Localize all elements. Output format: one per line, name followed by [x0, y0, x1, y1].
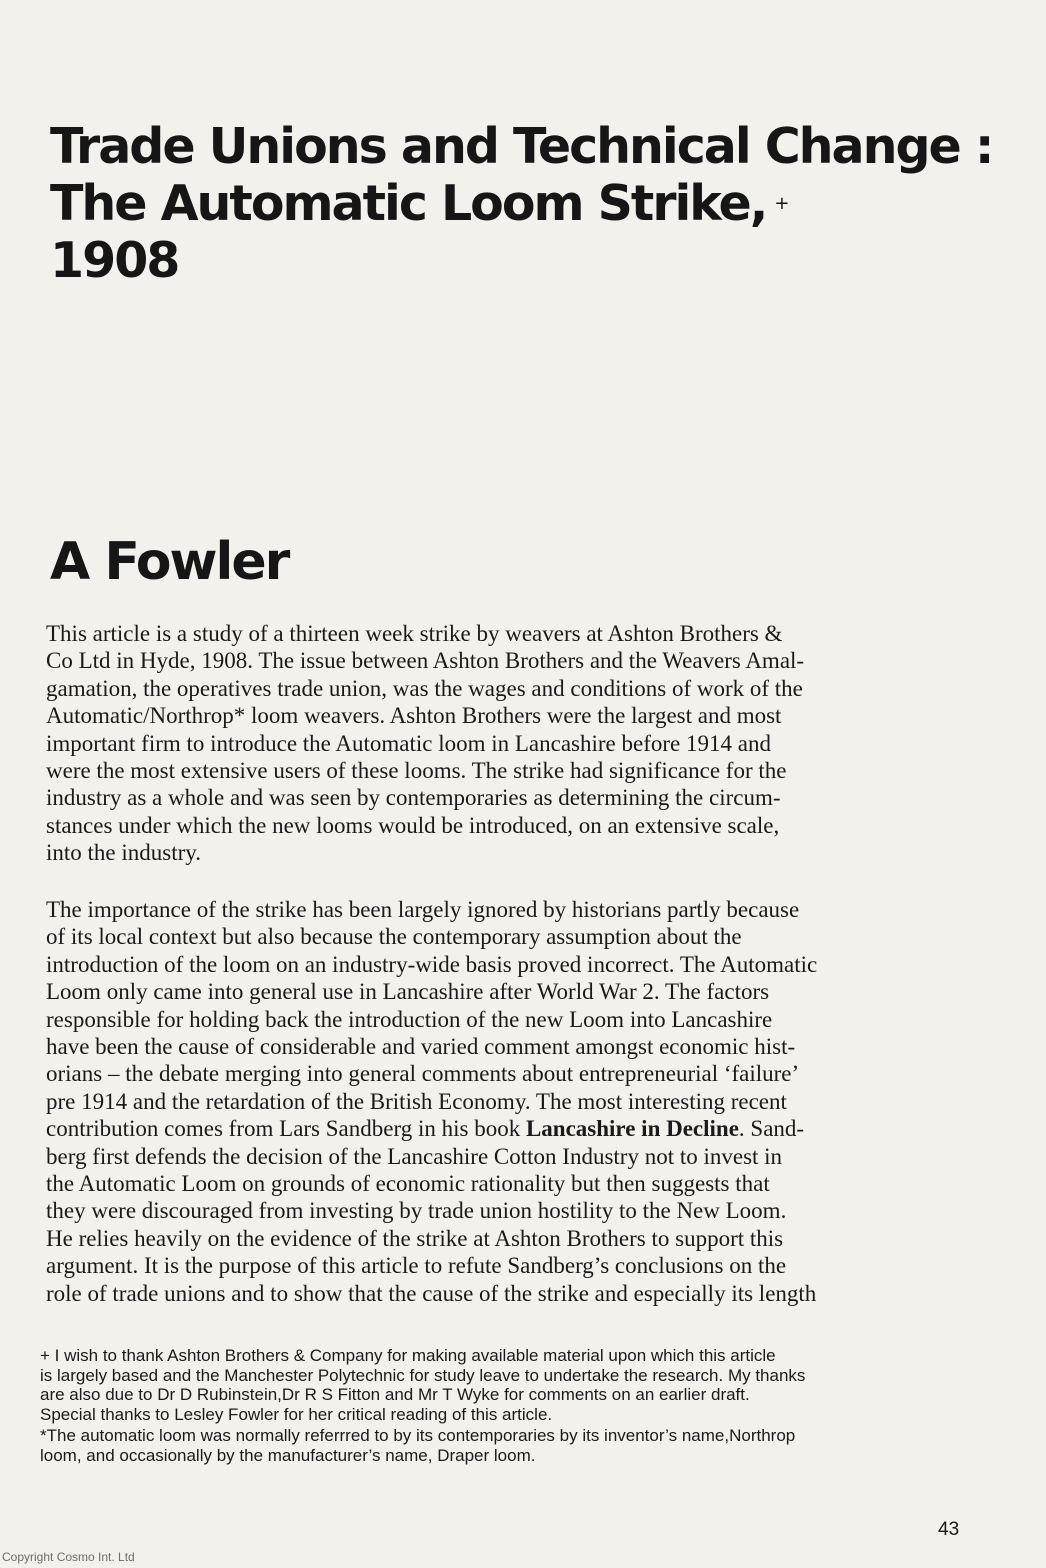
footnote-line: Special thanks to Lesley Fowler for her critical reading of this article. [40, 1404, 553, 1424]
text-line: pre 1914 and the retardation of the British Economy. The most interesting recent [46, 1088, 787, 1114]
text-line: were the most extensive users of these looms. The strike had significance for the [46, 758, 787, 784]
footnote-line: loom, and occasionally by the manufacturer’s name, Draper loom. [40, 1445, 536, 1465]
title-line-text: The Automatic Loom Strike, [50, 175, 767, 232]
title-line: 1908 [50, 232, 179, 289]
footnote-line: *The automatic loom was normally referrred to by its contemporaries by its inventor’s name,Northrop [40, 1426, 796, 1446]
text-line: orians – the debate merging into general comments about entrepreneurial ‘failure’ [46, 1061, 800, 1087]
body-paragraph-1 [46, 620, 996, 867]
footnote-automatic-loom [40, 1426, 1030, 1465]
footnote-acknowledgements [40, 1346, 1030, 1424]
text-line: have been the cause of considerable and varied comment amongst economic hist- [46, 1034, 796, 1060]
footnote-line: + I wish to thank Ashton Brothers & Company for making available material upon which this article [40, 1346, 776, 1365]
text-line: industry as a whole and was seen by contemporaries as determining the circum- [46, 785, 781, 811]
title-footnote-mark: + [774, 193, 790, 214]
text-line: of its local context but also because the contemporary assumption about the [46, 924, 742, 950]
text-line: introduction of the loom on an industry-wide basis proved incorrect. The Automatic [46, 951, 818, 977]
body-paragraph-2 [46, 896, 996, 1307]
text-line: Co Ltd in Hyde, 1908. The issue between Ashton Brothers and the Weavers Amal- [46, 648, 805, 674]
article-title [50, 118, 993, 289]
text-line: into the industry. [46, 840, 202, 866]
text-line: gamation, the operatives trade union, was the wages and conditions of work of the [46, 675, 803, 701]
text-line: Loom only came into general use in Lancashire after World War 2. The factors [46, 979, 770, 1005]
text-fragment: . Sand- [738, 1116, 805, 1142]
text-line: argument. It is the purpose of this article to refute Sandberg’s conclusions on the [46, 1253, 787, 1279]
text-line: responsible for holding back the introduction of the new Loom into Lancashire [46, 1006, 773, 1032]
text-line: berg first defends the decision of the Lancashire Cotton Industry not to invest in [46, 1143, 783, 1169]
book-title: Lancashire in Decline [525, 1116, 739, 1142]
author-name: A Fowler [50, 532, 289, 592]
text-line-with-book-title [46, 1115, 996, 1142]
text-line: The importance of the strike has been largely ignored by historians partly because [46, 897, 800, 922]
text-line: they were discouraged from investing by trade union hostility to the New Loom. [46, 1198, 787, 1224]
footnote-line: are also due to Dr D Rubinstein,Dr R S Fitton and Mr T Wyke for comments on an earlier draft. [40, 1385, 750, 1405]
text-line: the Automatic Loom on grounds of economic rationality but then suggests that [46, 1171, 770, 1197]
text-line: role of trade unions and to show that the cause of the strike and especially its length [46, 1280, 817, 1306]
page-number: 43 [938, 1519, 960, 1540]
footnote-line: is largely based and the Manchester Polytechnic for study leave to undertake the research. My thanks [40, 1365, 806, 1385]
text-line: important firm to introduce the Automatic loom in Lancashire before 1914 and [46, 730, 771, 756]
text-line: This article is a study of a thirteen week strike by weavers at Ashton Brothers & [46, 621, 783, 646]
text-fragment: contribution comes from Lars Sandberg in his book [46, 1116, 526, 1142]
text-line: He relies heavily on the evidence of the strike at Ashton Brothers to support this [46, 1225, 784, 1251]
copyright-watermark: Copyright Cosmo Int. Ltd [2, 1550, 135, 1564]
title-line: Trade Unions and Technical Change : [50, 118, 993, 175]
text-line: Automatic/Northrop* loom weavers. Ashton Brothers were the largest and most [46, 703, 782, 729]
text-line: stances under which the new looms would be introduced, on an extensive scale, [46, 812, 780, 838]
title-line [50, 175, 990, 232]
footnotes [40, 1346, 1030, 1466]
